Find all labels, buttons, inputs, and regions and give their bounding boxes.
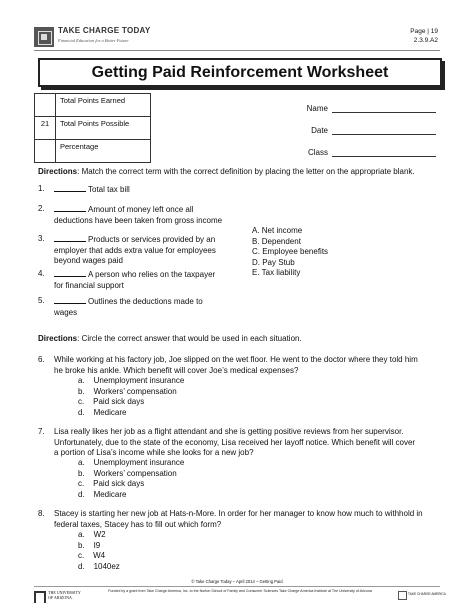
points-earned-label: Total Points Earned [56,94,151,117]
answer-blank[interactable] [54,269,86,277]
footer-copyright: © Take Charge Today – April 2014 – Getting Paid [191,579,283,584]
question-text: Lisa really likes her job as a flight attendant and she is getting positive reviews from her supervisor. Unfortunately, due to the state of the economy, Lisa received her layoff notice. Which benefit will cover a portion of Lisa’s income while she looks for a new job? [54,427,416,458]
match-item: Products or services provided by an employer that adds extra value for employees beyond wages paid [54,235,216,266]
directions-matching [38,167,415,178]
answer-blank[interactable] [54,296,86,304]
question-text: Stacey is starting her new job at Hats-n-More. In order for her manager to know how much to withhold in federal taxes, Stacey has to fill out which form? [54,509,423,529]
match-number: 2. [38,204,45,213]
directions-text: : Match the correct term with the correct definition by placing the letter on the appropriate blank. [77,167,415,176]
option-b[interactable]: b. Workers’ compensation [78,468,177,478]
directions-label: Directions [38,334,78,343]
match-item: Outlines the deductions made to wages [54,297,203,317]
term-item: A. Net income [252,226,303,235]
match-number: 5. [38,296,45,305]
logo-title: TAKE CHARGE TODAY [58,26,151,35]
page-info [410,27,438,45]
class-field[interactable] [332,156,436,157]
match-number: 4. [38,269,45,278]
name-field[interactable] [332,112,436,113]
table-row [35,117,151,140]
option-d[interactable]: d. Medicare [78,407,127,417]
lesson-code: 2.3.9.A2 [413,37,438,44]
date-field[interactable] [332,134,436,135]
points-possible-label: Total Points Possible [56,117,151,140]
directions-text: : Circle the correct answer that would be used in each situation. [77,334,302,343]
date-label: Date [311,126,328,135]
footer-divider [34,586,440,587]
page-title: Getting Paid Reinforcement Worksheet [91,64,389,81]
option-a[interactable]: a. Unemployment insurance [78,458,185,467]
class-label: Class [307,148,328,157]
question-number: 8. [38,509,45,518]
option-b[interactable]: b. I9 [78,540,101,550]
points-earned-value[interactable] [35,94,56,117]
arizona-a-icon [34,591,46,603]
title-banner [38,58,442,87]
match-item: Amount of money left once all deductions have been taken from gross income [54,205,223,225]
match-item: Total tax bill [54,184,130,196]
answer-options [78,458,184,500]
tca-name: TAKE CHARGE AMERICA [408,592,446,596]
match-item: A person who relies on the taxpayer for financial support [54,270,216,290]
take-charge-today-logo [34,25,164,49]
table-row [35,140,151,163]
footer-funding-note: Funded by a grant from Take Charge America, Inc. to the Norton School of Family and Consumer Sciences Take Charge America Institute at The University of Arizona [108,589,372,593]
term-list [252,226,328,279]
option-c[interactable]: c. Paid sick days [78,479,145,489]
percentage-value[interactable] [35,140,56,163]
term-item: D. Pay Stub [252,257,295,267]
directions-label: Directions [38,167,78,176]
option-a[interactable]: a. W2 [78,530,106,539]
option-d[interactable]: d. Medicare [78,489,127,499]
name-label: Name [306,104,328,113]
table-row [35,94,151,117]
option-a[interactable]: a. Unemployment insurance [78,376,185,385]
question-number: 7. [38,427,45,436]
term-item: E. Tax liability [252,268,301,278]
option-b[interactable]: b. Workers’ compensation [78,386,177,396]
option-d[interactable]: d. 1040ez [78,561,120,571]
answer-blank[interactable] [54,184,86,192]
directions-circle [38,334,302,345]
points-table [34,93,151,163]
term-item: B. Dependent [252,236,301,246]
answer-blank[interactable] [54,204,86,212]
question-text: While working at his factory job, Joe slipped on the wet floor. He went to the doctor where they told him he broke his ankle. Which benefit will cover Joe’s medical expenses? [54,355,418,375]
match-number: 3. [38,234,45,243]
page-number: Page | 19 [410,28,438,35]
answer-options [78,376,184,418]
percentage-label: Percentage [56,140,151,163]
question-number: 6. [38,355,45,364]
answer-options [78,530,120,572]
option-c[interactable]: c. W4 [78,551,106,561]
points-possible-value: 21 [35,117,56,140]
answer-blank[interactable] [54,234,86,242]
header-divider [34,50,440,51]
term-item: C. Employee benefits [252,247,329,257]
tca-mark-icon [398,591,407,600]
logo-mark-icon [34,27,54,47]
university-name: THE UNIVERSITY OF ARIZONA. [48,590,81,600]
take-charge-america-logo [398,590,446,600]
match-number: 1. [38,184,45,193]
logo-subtitle: Financial Education for a Better Future [58,38,129,43]
option-c[interactable]: c. Paid sick days [78,397,145,407]
